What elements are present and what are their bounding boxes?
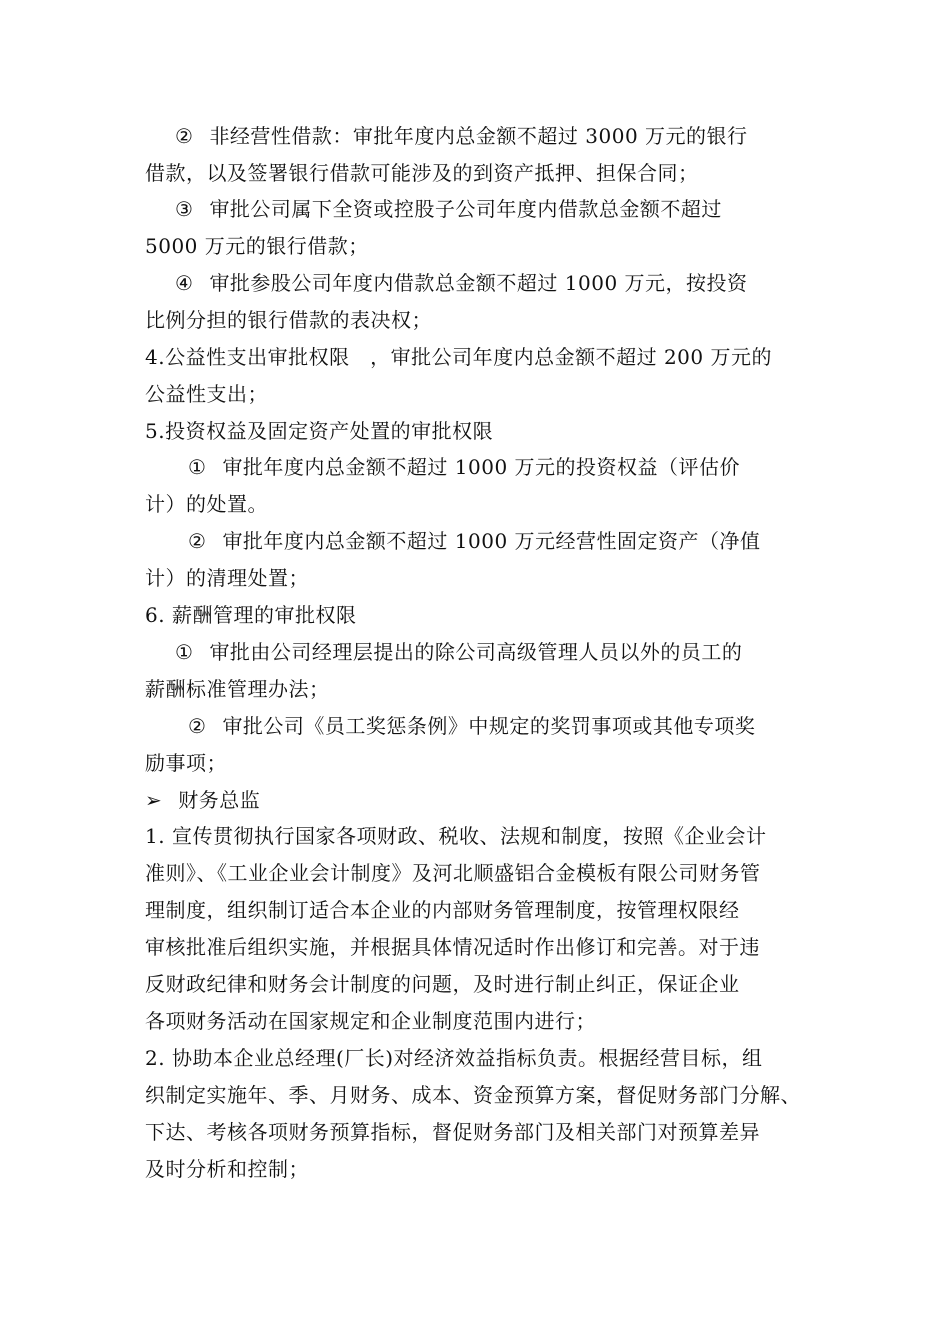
line-text: 审批公司属下全资或控股子公司年度内借款总金额不超过 xyxy=(209,197,722,221)
text-line xyxy=(145,488,268,520)
line-text: 审批参股公司年度内借款总金额不超过 1000 万元，按投资 xyxy=(209,271,748,295)
text-line xyxy=(145,894,740,926)
line-text: 及时分析和控制； xyxy=(145,1157,309,1181)
line-text: 财务总监 xyxy=(178,788,261,812)
section-heading xyxy=(145,415,493,447)
text-line xyxy=(145,931,760,963)
line-text: 5.投资权益及固定资产处置的审批权限 xyxy=(145,419,494,443)
text-line xyxy=(145,968,740,1000)
line-text: 各项财务活动在国家规定和企业制度范围内进行； xyxy=(145,1009,596,1033)
line-text: 公益性支出； xyxy=(145,382,268,406)
line-text: 理制度，组织制订适合本企业的内部财务管理制度，按管理权限经 xyxy=(145,898,740,922)
line-text: 审批年度内总金额不超过 1000 万元经营性固定资产（净值 xyxy=(222,529,761,553)
line-text: 反财政纪律和财务会计制度的问题，及时进行制止纠正，保证企业 xyxy=(145,972,740,996)
text-line xyxy=(145,230,369,262)
list-marker: ④ xyxy=(175,271,194,295)
text-line xyxy=(175,636,742,668)
text-line xyxy=(145,820,766,852)
line-text: 2. 协助本企业总经理(厂长)对经济效益指标负责。根据经营目标，组 xyxy=(145,1046,763,1070)
list-marker: ① xyxy=(175,640,194,664)
line-text: 计）的处置。 xyxy=(145,492,268,516)
line-text: 励事项； xyxy=(145,751,227,775)
text-line xyxy=(145,341,772,373)
text-line xyxy=(145,1116,760,1148)
text-line xyxy=(145,1153,309,1185)
text-line xyxy=(175,193,722,225)
text-line xyxy=(145,747,227,779)
list-marker: ② xyxy=(188,529,207,553)
arrow-bullet-icon: ➢ xyxy=(145,788,163,812)
line-text: 审批年度内总金额不超过 1000 万元的投资权益（评估价 xyxy=(222,455,741,479)
line-text: 比例分担的银行借款的表决权； xyxy=(145,308,432,332)
text-line xyxy=(188,525,761,557)
section-heading xyxy=(145,784,260,816)
text-line xyxy=(145,1079,801,1111)
line-text: 计）的清理处置； xyxy=(145,566,309,590)
text-line xyxy=(145,157,699,189)
list-marker: ① xyxy=(188,455,207,479)
section-heading xyxy=(145,599,356,631)
line-text: 6. 薪酬管理的审批权限 xyxy=(145,603,357,627)
line-text: 准则》、《工业企业会计制度》及河北顺盛铝合金模板有限公司财务管 xyxy=(145,861,761,885)
line-text: 非经营性借款：审批年度内总金额不超过 3000 万元的银行 xyxy=(209,124,748,148)
text-line xyxy=(188,451,740,483)
text-line xyxy=(145,304,432,336)
line-text: 审核批准后组织实施，并根据具体情况适时作出修订和完善。对于违 xyxy=(145,935,760,959)
list-marker: ② xyxy=(175,124,194,148)
line-text: 审批公司《员工奖惩条例》中规定的奖罚事项或其他专项奖 xyxy=(222,714,756,738)
line-text: 织制定实施年、季、月财务、成本、资金预算方案，督促财务部门分解、 xyxy=(145,1083,801,1107)
list-marker: ③ xyxy=(175,197,194,221)
text-line xyxy=(188,710,755,742)
line-text: 下达、考核各项财务预算指标，督促财务部门及相关部门对预算差异 xyxy=(145,1120,760,1144)
text-line xyxy=(145,857,761,889)
text-line xyxy=(145,562,309,594)
text-line xyxy=(175,120,748,152)
line-text: 5000 万元的银行借款； xyxy=(145,234,369,258)
text-line xyxy=(145,1005,596,1037)
line-text: 审批由公司经理层提出的除公司高级管理人员以外的员工的 xyxy=(209,640,743,664)
text-line xyxy=(145,673,330,705)
list-marker: ② xyxy=(188,714,207,738)
line-text: 4.公益性支出审批权限 ，审批公司年度内总金额不超过 200 万元的 xyxy=(145,345,772,369)
line-text: 1. 宣传贯彻执行国家各项财政、税收、法规和制度，按照《企业会计 xyxy=(145,824,767,848)
line-text: 借款，以及签署银行借款可能涉及的到资产抵押、担保合同； xyxy=(145,161,699,185)
text-line xyxy=(145,378,268,410)
text-line xyxy=(175,267,748,299)
text-line xyxy=(145,1042,763,1074)
line-text: 薪酬标准管理办法； xyxy=(145,677,330,701)
